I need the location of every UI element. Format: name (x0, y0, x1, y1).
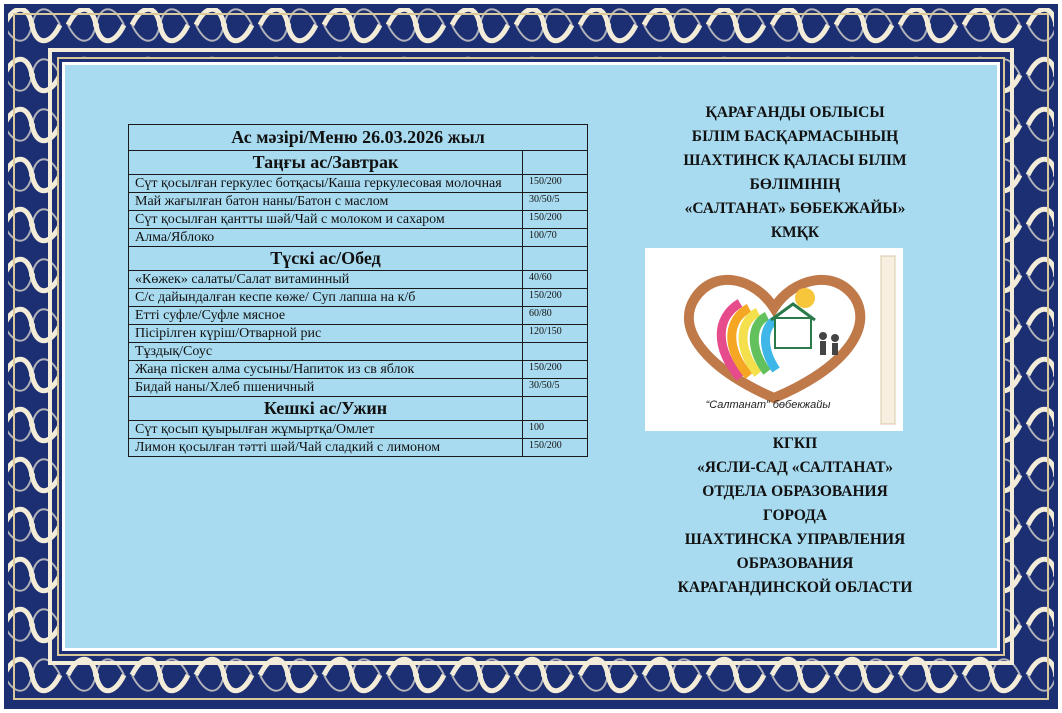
org-line: ШАХТИНСКА УПРАВЛЕНИЯ (684, 531, 906, 548)
org-line: КАРАГАНДИНСКОЙ ОБЛАСТИ (677, 579, 913, 596)
section-name: Таңғы ас/Завтрак (129, 151, 523, 175)
menu-item-name: Жаңа піскен алма сусыны/Напиток из св яблок (129, 361, 523, 379)
menu-item-amount: 120/150 (523, 325, 588, 343)
org-line: ШАХТИНСК ҚАЛАСЫ БІЛІМ (683, 152, 907, 169)
menu-item-amount: 150/200 (523, 211, 588, 229)
org-line: БӨЛІМІНІҢ (749, 176, 841, 193)
menu-item-amount: 60/80 (523, 307, 588, 325)
org-line: КМҚК (770, 224, 820, 241)
menu-item-row (129, 175, 588, 193)
section-amount-cell (523, 151, 588, 175)
menu-item-row (129, 343, 588, 361)
menu-item-name: Сүт қосылған геркулес ботқасы/Каша геркулесовая молочная (129, 175, 523, 193)
menu-item-name: Лимон қосылған тәтті шәй/Чай сладкий с лимоном (129, 439, 523, 457)
menu-item-name: Пісірілген күріш/Отварной рис (129, 325, 523, 343)
org-line: КГКП (772, 435, 818, 452)
menu-item-row (129, 271, 588, 289)
menu-title: Ас мәзірі/Меню 26.03.2026 жыл (129, 125, 588, 151)
org-line: ГОРОДА (762, 507, 828, 524)
menu-item-name: С/с дайындалған кеспе көже/ Суп лапша на к/б (129, 289, 523, 307)
menu-item-amount (523, 343, 588, 361)
menu-item-name: Май жағылған батон наны/Батон с маслом (129, 193, 523, 211)
org-line: ОБРАЗОВАНИЯ (736, 555, 854, 572)
menu-item-amount: 100 (523, 421, 588, 439)
menu-title-row (129, 125, 588, 151)
org-line: ОТДЕЛА ОБРАЗОВАНИЯ (702, 483, 888, 500)
section-row (129, 397, 588, 421)
org-line: БІЛІМ БАСҚАРМАСЫНЫҢ (691, 128, 899, 145)
org-name-kz (625, 101, 965, 245)
menu-item-row (129, 193, 588, 211)
logo-caption: “Салтанат” бөбекжайы (705, 399, 831, 411)
menu-item-row (129, 307, 588, 325)
section-name: Кешкі ас/Ужин (129, 397, 523, 421)
menu-item-row (129, 325, 588, 343)
org-line: ҚАРАҒАНДЫ ОБЛЫСЫ (705, 104, 885, 121)
menu-table (128, 124, 588, 457)
menu-item-amount: 150/200 (523, 361, 588, 379)
menu-item-name: Сүт қосылған қантты шәй/Чай с молоком и сахаром (129, 211, 523, 229)
org-name-ru (625, 432, 965, 600)
menu-item-name: Тұздық/Соус (129, 343, 523, 361)
menu-item-row (129, 211, 588, 229)
menu-item-row (129, 421, 588, 439)
menu-item-row (129, 229, 588, 247)
menu-item-name: Алма/Яблоко (129, 229, 523, 247)
menu-item-amount: 30/50/5 (523, 193, 588, 211)
menu-item-row (129, 289, 588, 307)
menu-item-row (129, 379, 588, 397)
section-name: Түскі ас/Обед (129, 247, 523, 271)
menu-item-name: «Көжек» салаты/Салат витаминный (129, 271, 523, 289)
menu-item-amount: 100/70 (523, 229, 588, 247)
menu-item-name: Етті суфле/Суфле мясное (129, 307, 523, 325)
menu-item-amount: 150/200 (523, 439, 588, 457)
menu-item-amount: 150/200 (523, 175, 588, 193)
section-row (129, 247, 588, 271)
menu-item-row (129, 361, 588, 379)
section-row (129, 151, 588, 175)
org-line: «САЛТАНАТ» БӨБЕКЖАЙЫ» (684, 200, 906, 217)
menu-item-amount: 150/200 (523, 289, 588, 307)
menu-item-amount: 40/60 (523, 271, 588, 289)
org-line: «ЯСЛИ-САД «САЛТАНАТ» (697, 459, 893, 476)
menu-item-row (129, 439, 588, 457)
section-amount-cell (523, 247, 588, 271)
menu-item-amount: 30/50/5 (523, 379, 588, 397)
menu-item-name: Бидай наны/Хлеб пшеничный (129, 379, 523, 397)
section-amount-cell (523, 397, 588, 421)
menu-item-name: Сүт қосып қуырылған жұмыртқа/Омлет (129, 421, 523, 439)
